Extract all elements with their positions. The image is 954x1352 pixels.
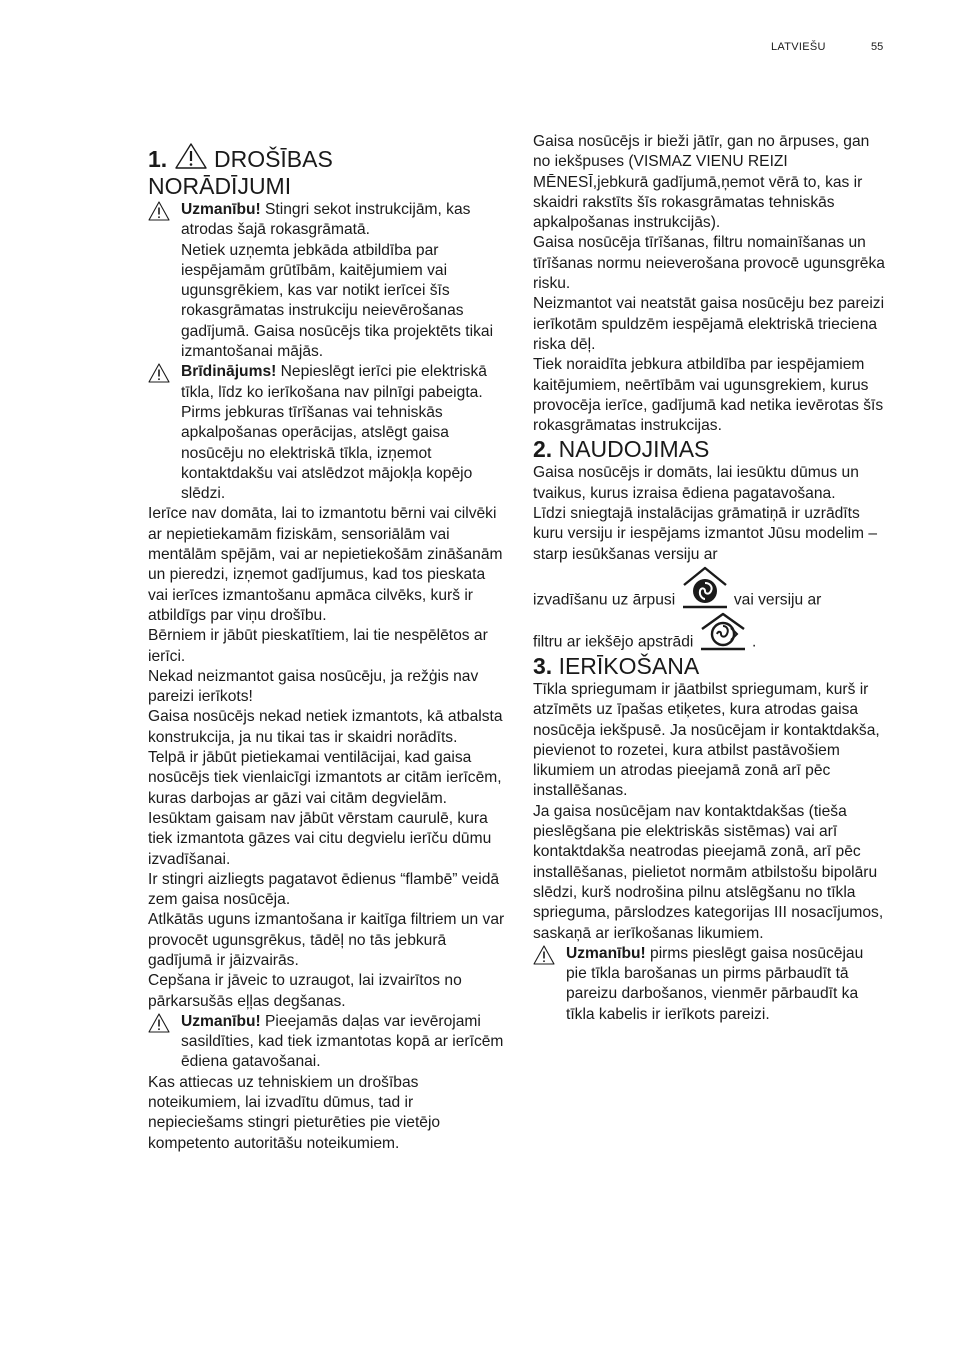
page-number: 55 [871, 41, 884, 53]
section-3-number: 3. [533, 652, 553, 679]
paragraph: Ierīce nav domāta, lai to izmantotu bērni vai cilvēki ar nepietiekamām fiziskām, sensoriālām vai mentālām spējām, vai ar nepietiekošām zināšanām un pieredzi, izņemot gadījumus, kad tos pieskata vai ierīces izmantošanu apmāca cilvēks, kurš ir atbildīgs par viņu drošību. [148, 505, 503, 624]
warning-label: Uzmanību! [566, 944, 646, 962]
recirculation-version-suffix: . [752, 633, 757, 651]
paragraph: Nekad neizmantot gaisa nosūcēju, ja režģis nav pareizi ierīkots! [148, 667, 479, 706]
paragraph: Tiek noraidīta jebkura atbildība par iespējamiem kaitējumiem, neērtībām vai ugunsgrekiem, kurus provocēja ierīce, gadījumā kad netika ievērotas šīs rokasgrāmatas instrukcijas. [533, 356, 884, 435]
warning-continuation: Pirms jebkuras tīrīšanas vai tehniskās apkalpošanas operācijas, atslēgt gaisa nosūcēju no elektriskā tīkla, izņemot kontaktdakšu vai atslēdzot mājokļa kopējo slēdzi. [181, 403, 473, 503]
warning-label: Uzmanību! [181, 1012, 261, 1030]
warning-triangle-icon [148, 363, 170, 383]
warning-label: Uzmanību! [181, 201, 261, 218]
external-exhaust-icon [680, 565, 730, 611]
paragraph: Iesūktam gaisam nav jābūt vērstam caurulē, kura tiek izmantota gāzes vai citu degvielu ierīču dūmu izvadīšanai. [148, 809, 492, 868]
paragraph: Gaisa nosūcējs nekad netiek izmantots, kā atbalsta konstrukcija, ja nu tikai tas ir skaidri norādīts. [148, 708, 503, 746]
recirculation-version-line [533, 611, 888, 653]
right-column [533, 132, 888, 1025]
exhaust-version-suffix: vai versiju ar [733, 591, 822, 609]
recirculation-version-text: filtru ar iekšējo apstrādi [533, 633, 694, 651]
header-language: LATVIEŠU [771, 41, 826, 53]
section-3-title: IERĪKOŠANA [558, 652, 700, 679]
exhaust-version-text: izvadīšanu uz ārpusi [533, 591, 676, 609]
warning-triangle-icon [174, 142, 208, 170]
section-1-number: 1. [148, 146, 168, 172]
section-1-title-line2: NORĀDĪJUMI [148, 173, 292, 199]
warning-block-1 [148, 200, 508, 362]
section-1-heading [148, 142, 508, 200]
section-2-heading [533, 436, 888, 463]
warning-triangle-icon [533, 945, 555, 965]
section-2-number: 2. [533, 436, 553, 463]
paragraph: Telpā ir jābūt pietiekamai ventilācijai, kad gaisa nosūcējs tiek vienlaicīgi izmantots ar citām ierīcēm, kuras darbojas ar gāzi vai citām degvielām. [148, 749, 502, 807]
paragraph: Gaisa nosūcēja tīrīšanas, filtru nomainīšanas un tīrīšanas normu neieverošana provocē ugunsgrēka risku. [533, 234, 885, 293]
paragraph: Cepšana ir jāveic to uzraugot, lai izvairītos no pārkarsušās eļļas degšanas. [148, 972, 462, 1010]
warning-text: pirms pieslēgt gaisa nosūcējau pie tīkla barošanas un pirms pārbaudīt tā pareizu darbošanos, vienmēr pārbaudīt ka tīkla kabelis ir ierīkots pareizi. [566, 944, 864, 1023]
warning-block-3 [148, 1012, 508, 1073]
paragraph: Līdzi sniegtajā instalācijas grāmatiņā ir uzrādīts kuru versiju ir iespējams izmantot Jūsu modelim – starp iesūkšanas versiju ar [533, 505, 878, 563]
paragraph: Bērniem ir jābūt pieskatītiem, lai tie nespēlētos ar ierīci. [148, 627, 488, 665]
warning-text: Nepieslēgt ierīci pie elektriskā tīkla, līdz ko ierīkošana nav pilnīgi pabeigta. [181, 363, 487, 401]
warning-block-2 [148, 362, 508, 504]
section-2-title: NAUDOJIMAS [558, 436, 710, 463]
warning-continuation: Netiek uzņemta jebkāda atbildība par iespējamām grūtībām, kaitējumiem vai ugunsgrēkiem, kas var notikt ierīcei šīs rokasgrāmatas instrukciju neievērošanas gadījumā. Gaisa nosūcējs tika projektēts tikai izmantošanai mājās. [181, 241, 494, 361]
section-1-title-line1: DROŠĪBAS [213, 146, 333, 172]
paragraph: Gaisa nosūcējs ir domāts, lai iesūktu dūmus un tvaikus, kurus izraisa ēdiena pagatavošana. [533, 464, 859, 502]
warning-triangle-icon [148, 1013, 170, 1033]
warning-block-4 [533, 944, 888, 1025]
paragraph: Gaisa nosūcējs ir bieži jātīr, gan no ārpuses, gan no iekšpuses (VISMAZ VIENU REIZI MĒNESĪ,jebkurā gadījumā,ņemot vērā to, kas ir skaidri rakstīts šīs rokasgrāmatas tehniskās apkalpošanas instrukcijās). [533, 133, 870, 232]
paragraph: Kas attiecas uz tehniskiem un drošības noteikumiem, lai izvadītu dūmus, tad ir nepieciešams stingri pieturēties pie vietējo kompetento autoritāšu noteikumiem. [148, 1073, 441, 1152]
paragraph: Tīkla spriegumam ir jāatbilst spriegumam, kurš ir atzīmēts uz īpašas etiķetes, kura atrodas gaisa nosūcēja iekšpusē. Ja nosūcējam ir kontaktdakša, pievienot to rozetei, kura atbilst pastāvošiem likumiem un atrodas pieejamā zonā arī pēc installēšanas. [533, 680, 880, 800]
paragraph: Atlkātās uguns izmantošana ir kaitīga filtriem un var provocēt ugunsgrēkus, tādēļ no tās jebkurā gadījumā ir jāizvairās. [148, 911, 505, 969]
recirculation-filter-icon [698, 611, 748, 653]
section-3-heading [533, 653, 888, 680]
paragraph: Ja gaisa nosūcējam nav kontaktdakšas (tieša pieslēgšana pie elektriskās sistēmas) vai arī kontaktdakša neatrodas pieejamā zonā, arī pēc installēšanas, pielietot normām atbilstošu bipolāru slēdzi, kurš nodrošina pilnu atslēgšanu no tīkla sprieguma, pārslodzes kategorijas III nosacījumos, saskaņā ar ierīkošanas likumiem. [533, 802, 884, 942]
warning-label: Brīdinājums! [181, 363, 277, 381]
exhaust-version-line [533, 565, 888, 611]
warning-text: Pieejamās daļas var ievērojami sasildīties, kad tiek izmantotas kopā ar ierīcēm ēdiena gatavošanai. [181, 1012, 504, 1071]
paragraph: Ir stingri aizliegts pagatavot ēdienus “flambē” veidā zem gaisa nosūcēja. [148, 870, 500, 909]
warning-text: Stingri sekot instrukcijām, kas atrodas šajā rokasgrāmatā. [181, 201, 471, 239]
left-column [148, 142, 508, 1154]
paragraph: Neizmantot vai neatstāt gaisa nosūcēju bez pareizi ierīkotām spuldzēm iespējamā elektriskā trieciena riska dēļ. [533, 295, 885, 353]
warning-triangle-icon [148, 201, 170, 221]
